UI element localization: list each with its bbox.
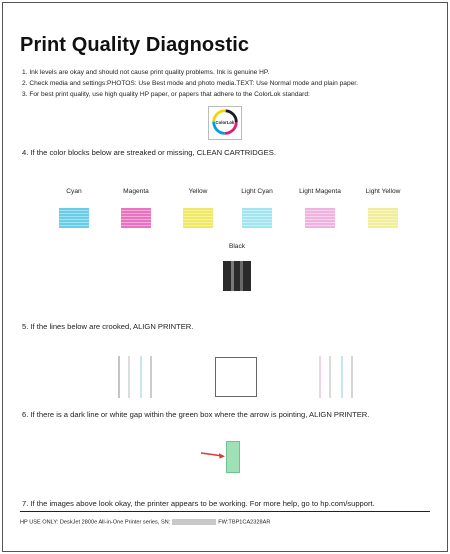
colorlok-logo-text: ColorLok [215, 119, 235, 125]
green-alignment-box [226, 441, 240, 473]
cyan-color-block [59, 208, 89, 228]
colorlok-logo [208, 106, 242, 140]
color-label-yellow: Yellow [188, 188, 208, 195]
color-label-cyan: Cyan [66, 188, 82, 195]
footer-divider [20, 511, 430, 512]
color-label-black: Black [228, 243, 246, 250]
step-5-text: 5. If the lines below are crooked, ALIGN PRINTER. [22, 322, 194, 331]
color-label-light-yellow: Light Yellow [365, 188, 401, 195]
redacted-serial-number [172, 519, 216, 525]
footer-model-text: HP USE ONLY: DeskJet 2800e All-in-One Printer series, SN: [20, 519, 171, 526]
step-3-text: 3. For best print quality, use high quality HP paper, or papers that adhere to the ColorLok standard: [22, 91, 310, 98]
step-7-text: 7. If the images above look okay, the printer appears to be working. For more help, go to hp.com/support. [22, 499, 375, 508]
color-label-light-cyan: Light Cyan [241, 188, 273, 195]
red-arrow-icon [199, 449, 227, 461]
color-label-light-magenta: Light Magenta [299, 188, 341, 195]
color-label-magenta: Magenta [123, 188, 149, 195]
alignment-lines-right [318, 356, 358, 398]
step-6-text: 6. If there is a dark line or white gap within the green box where the arrow is pointing, ALIGN PRINTER. [22, 410, 370, 419]
step-4-text: 4. If the color blocks below are streaked or missing, CLEAN CARTRIDGES. [22, 148, 276, 157]
alignment-lines-left [115, 356, 155, 398]
step-1-text: 1. Ink levels are okay and should not cause print quality problems. Ink is genuine HP. [22, 69, 270, 76]
footer-firmware-text: FW:TBP1CA2328AR [218, 519, 271, 526]
black-color-block [223, 261, 251, 291]
page-title: Print Quality Diagnostic [20, 34, 250, 56]
footer-printer-info [20, 519, 270, 525]
light-yellow-color-block [368, 208, 398, 228]
light-magenta-color-block [305, 208, 335, 228]
light-cyan-color-block [242, 208, 272, 228]
step-2-text: 2. Check media and settings:PHOTOS: Use Best mode and photo media.TEXT: Use Normal mode and plain paper. [22, 80, 358, 87]
yellow-color-block [183, 208, 213, 228]
alignment-square [215, 357, 257, 397]
magenta-color-block [121, 208, 151, 228]
